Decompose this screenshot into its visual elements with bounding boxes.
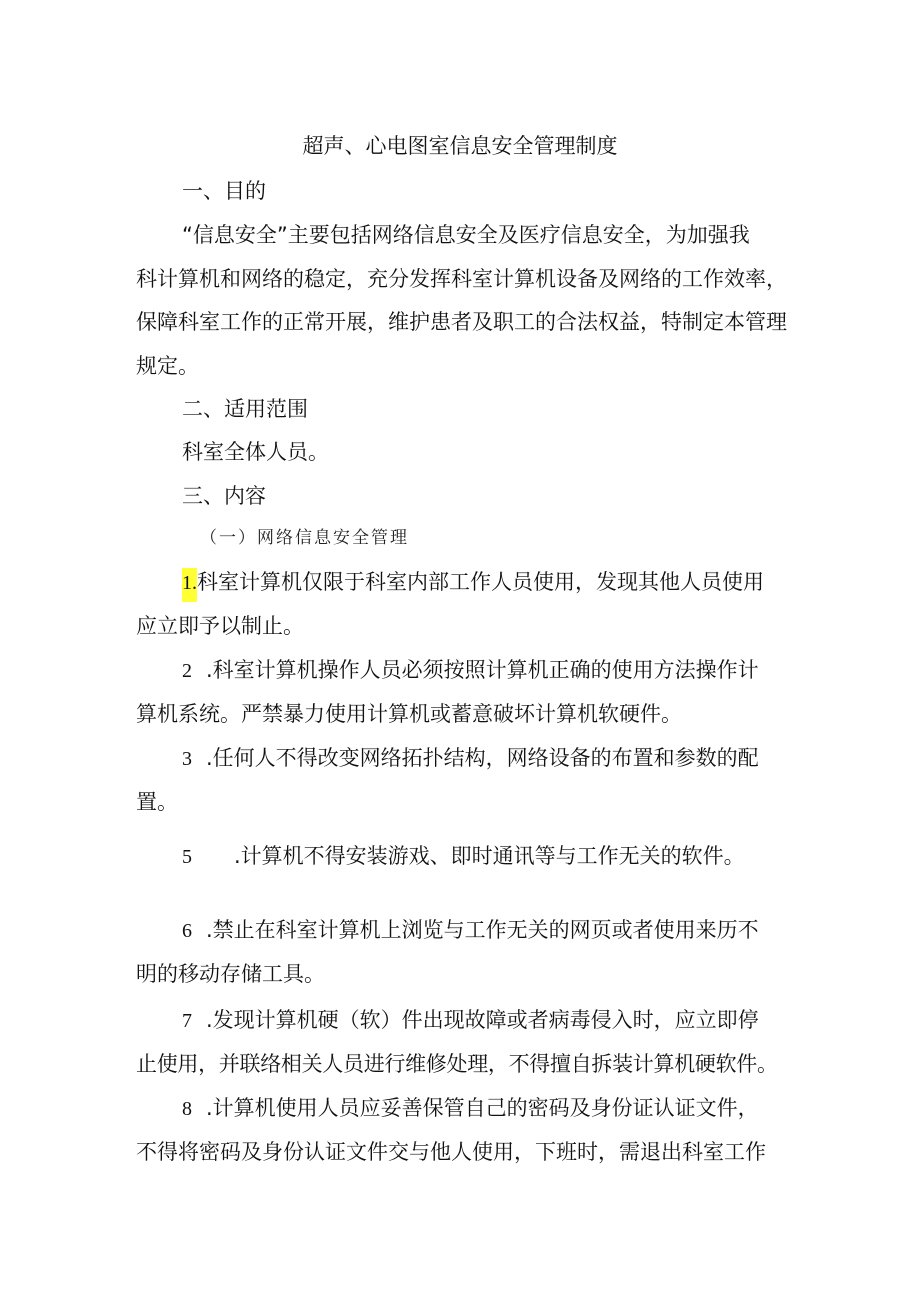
list-item-5-line-1 xyxy=(182,842,796,871)
list-item-3-line-1 xyxy=(182,744,796,773)
list-item-6-line-1 xyxy=(182,916,796,945)
list-item-number: 6 xyxy=(182,920,192,942)
list-item-text: .计算机使用人员应妥善保管自己的密码及身份证认证文件， xyxy=(206,1096,759,1120)
list-item-7-line-1 xyxy=(182,1006,796,1035)
list-item-number: 2 xyxy=(182,660,192,682)
list-item-3-line-2: 置。 xyxy=(136,790,178,814)
list-item-1-line-2: 应立即予以制止。 xyxy=(136,614,304,638)
list-item-2-line-1 xyxy=(182,656,796,685)
page-title: 超声、心电图室信息安全管理制度 xyxy=(302,134,618,158)
purpose-line-2: 科计算机和网络的稳定，充分发挥科室计算机设备及网络的工作效率， xyxy=(136,267,787,291)
list-item-number: 5 xyxy=(182,846,192,868)
purpose-line-3: 保障科室工作的正常开展，维护患者及职工的合法权益，特制定本管理 xyxy=(136,310,787,334)
list-item-text: 科室计算机仅限于科室内部工作人员使用，发现其他人员使用 xyxy=(197,570,764,594)
list-item-number: 7 xyxy=(182,1010,192,1032)
list-item-8-line-1 xyxy=(182,1094,796,1123)
list-item-2-line-2: 算机系统。严禁暴力使用计算机或蓄意破坏计算机软硬件。 xyxy=(136,702,682,726)
list-item-text: .计算机不得安装游戏、即时通讯等与工作无关的软件。 xyxy=(234,844,745,868)
list-item-6-line-2: 明的移动存储工具。 xyxy=(136,962,325,986)
subsection-heading: （一）网络信息安全管理 xyxy=(200,528,409,548)
section-heading-purpose: 一、目的 xyxy=(182,179,266,203)
list-item-text: .发现计算机硬（软）件出现故障或者病毒侵入时，应立即停 xyxy=(206,1008,759,1032)
list-item-number: 3 xyxy=(182,748,192,770)
list-item-text: .科室计算机操作人员必须按照计算机正确的使用方法操作计 xyxy=(206,658,759,682)
list-item-8-line-2: 不得将密码及身份认证文件交与他人使用，下班时，需退出科室工作 xyxy=(136,1140,766,1164)
list-item-text: .任何人不得改变网络拓扑结构，网络设备的布置和参数的配 xyxy=(206,746,759,770)
list-item-7-line-2: 止使用，并联络相关人员进行维修处理，不得擅自拆装计算机硬软件。 xyxy=(136,1052,778,1076)
section-heading-scope: 二、适用范围 xyxy=(182,397,308,421)
scope-body: 科室全体人员。 xyxy=(182,440,329,464)
purpose-line-1: “信息安全”主要包括网络信息安全及医疗信息安全，为加强我 xyxy=(182,223,750,247)
list-item-number: 1. xyxy=(182,568,197,602)
section-heading-content: 三、内容 xyxy=(182,484,266,508)
list-item-text: .禁止在科室计算机上浏览与工作无关的网页或者使用来历不 xyxy=(206,918,759,942)
list-item-number: 8 xyxy=(182,1098,192,1120)
list-item-1-line-1 xyxy=(182,568,796,597)
purpose-line-4: 规定。 xyxy=(136,354,199,378)
